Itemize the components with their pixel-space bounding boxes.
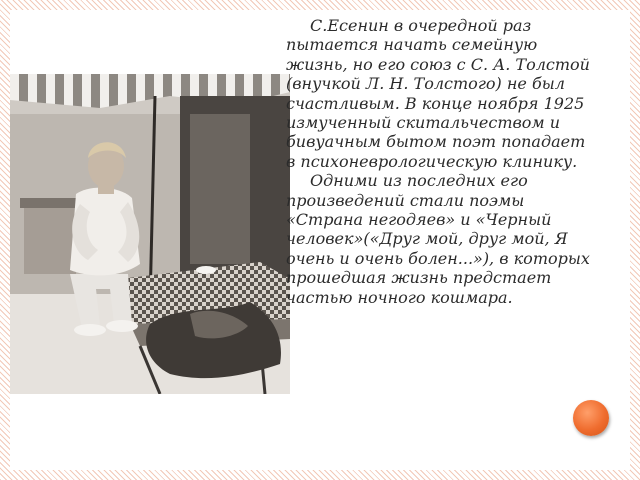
- photo-esenin-seated: [10, 74, 290, 394]
- slide-text: [286, 16, 598, 307]
- photo-illustration: [10, 74, 290, 394]
- paragraph-marriage-clinic: С.Есенин в очередной раз пытается начать семейную жизнь, но его союз с С. А. Толстой (внучкой Л. Н. Толстого) не был счастливым. В конце ноября 1925 измученный скитальчеством и бивуачным бытом поэт попадает в психоневрологическую клинику.: [286, 16, 590, 171]
- paragraph-last-works: Одними из последних его произведений стали поэмы «Страна негодяев» и «Черный человек»(«Друг мой, друг мой, Я очень и очень болен...»), в которых прошедшая жизнь предстает частью ночного кошмара.: [286, 171, 590, 307]
- orange-circle-decoration: [573, 400, 609, 436]
